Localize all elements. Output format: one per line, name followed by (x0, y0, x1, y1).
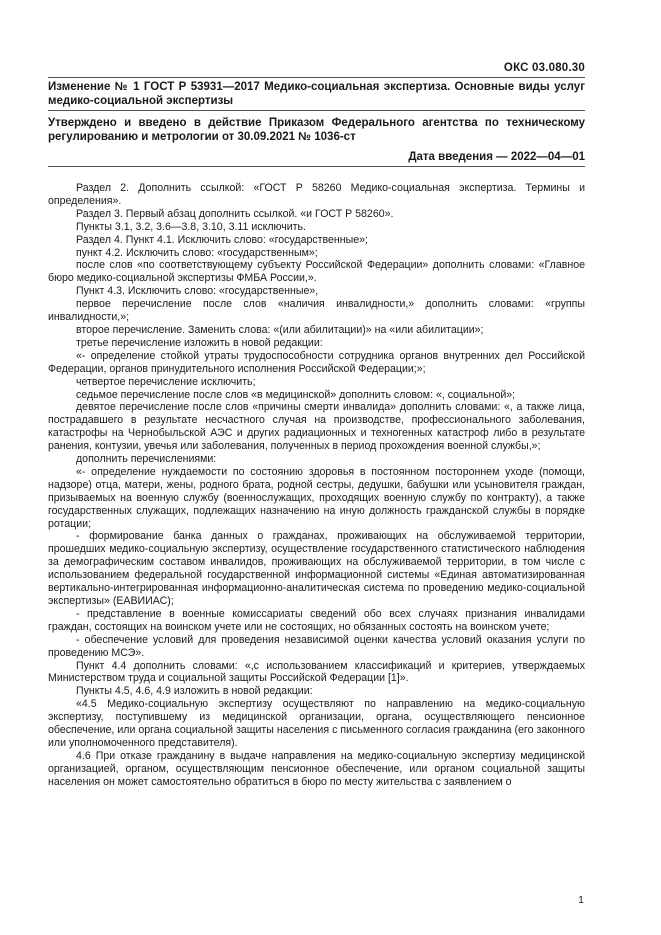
paragraph: Раздел 2. Дополнить ссылкой: «ГОСТ Р 58260 Медико-социальная экспертиза. Термины и определения». (48, 182, 585, 207)
paragraph: первое перечисление после слов «наличия инвалидности,» дополнить словами: «группы инвалидности,»; (48, 298, 585, 324)
paragraph: Пункт 4.3. Исключить слово: «государственные», (76, 285, 319, 298)
header-rule (48, 77, 585, 78)
paragraph: Пункт 4.4 дополнить словами: «,с использованием классификаций и критериев, утверждаемых Министерством труда и социальной защиты Российской Федерации [1]». (48, 659, 585, 685)
paragraph: после слов «по соответствующему субъекту Российской Федерации» дополнить словами: «Главное бюро медико-социальной экспертизы ФМБА России,». (48, 259, 585, 285)
paragraph: девятое перечисление после слов «причины смерти инвалида» дополнить словами: «, а также лица, пострадавшего в результате несчастного случая на производстве, профессионального заболевания, катастрофы на Чернобыльской АЭС и других радиационных и техногенных катастроф либо в результате ранения, контузии, увечья или заболевания, полученных в период прохождения военной службы,»; (48, 401, 585, 453)
paragraph: седьмое перечисление после слов «в медицинской» дополнить словом: «, социальной»; (76, 388, 516, 401)
paragraph: «- определение нуждаемости по состоянию здоровья в постоянном постороннем уходе (помощи, надзоре) отца, матери, жены, родного брата, родной сестры, дедушки, бабушки или усыновителя граждан, призываемых на военную службу (военнослужащих, проходящих военную службу по контракту), а также государственных служащих, подлежащих назначению на иную должность гражданской службы в порядке ротации; (48, 465, 585, 530)
paragraph: - представление в военные комиссариаты сведений обо всех случаях признания инвалидами граждан, состоящих на воинском учете или не состоящих, но обязанных состоять на воинском учете; (48, 607, 585, 633)
effective-date: Дата введения — 2022—04—01 (408, 151, 585, 163)
paragraph: - формирование банка данных о гражданах, проживающих на обслуживаемой территории, прошедших медико-социальную экспертизу, осуществление государственного статистического наблюдения за демографическим составом инвалидов, проживающих на обслуживаемой территории, в том числе с использованием федеральной государственной информационной системы «Единая автоматизированная вертикально-интегрированная информационно-аналитическая система по проведению медико-социальной экспертизы» (ЕАВИИАС); (48, 530, 585, 607)
paragraph: третье перечисление изложить в новой редакции: (76, 336, 323, 349)
date-rule (48, 166, 585, 167)
paragraph: 4.6 При отказе гражданину в выдаче направления на медико-социальную экспертизу медицинской организацией, органом, осуществляющим пенсионное обеспечение, или органом социальной защиты населения он может самостоятельно обратиться в бюро по месту жительства с заявлением о (48, 749, 585, 788)
paragraph: второе перечисление. Заменить слова: «(или абилитации)» на «или абилитации»; (76, 323, 484, 336)
paragraph: - обеспечение условий для проведения независимой оценки качества условий оказания услуги по проведению МСЭ». (48, 633, 585, 659)
approval-statement: Утверждено и введено в действие Приказом Федерального агентства по техническому регулированию и метрологии от 30.09.2021 № 1036-ст (48, 117, 585, 143)
paragraph: «4.5 Медико-социальную экспертизу осуществляют по направлению на медико-социальную экспертизу, поступившему из медицинской организации, органа, осуществляющего пенсионное обеспечение, или органа социальной защиты населения с письменного согласия гражданина (его законного или уполномоченного представителя). (48, 698, 585, 749)
paragraph: четвертое перечисление исключить; (76, 375, 256, 388)
paragraph: Раздел 4. Пункт 4.1. Исключить слово: «государственные»; (76, 233, 368, 246)
page-number: 1 (578, 894, 584, 906)
paragraph: дополнить перечислениями: (76, 453, 217, 466)
paragraph: Раздел 3. Первый абзац дополнить ссылкой. «и ГОСТ Р 58260». (76, 207, 394, 220)
title-rule (48, 110, 585, 111)
paragraph: Пункты 3.1, 3.2, 3.6—3.8, 3.10, 3.11 исключить. (76, 220, 306, 233)
paragraph: Пункты 4.5, 4.6, 4.9 изложить в новой редакции: (76, 685, 313, 698)
document-title: Изменение № 1 ГОСТ Р 53931—2017 Медико-социальная экспертиза. Основные виды услуг медико-социальной экспертизы (48, 81, 585, 107)
paragraph: «- определение стойкой утраты трудоспособности сотрудника органов внутренних дел Российской Федерации, органов принудительного исполнения Российской Федерации;»; (48, 349, 585, 375)
paragraph: пункт 4.2. Исключить слово: «государственным»; (76, 246, 318, 259)
classification-code: ОКС 03.080.30 (503, 62, 585, 74)
document-body (48, 182, 585, 789)
